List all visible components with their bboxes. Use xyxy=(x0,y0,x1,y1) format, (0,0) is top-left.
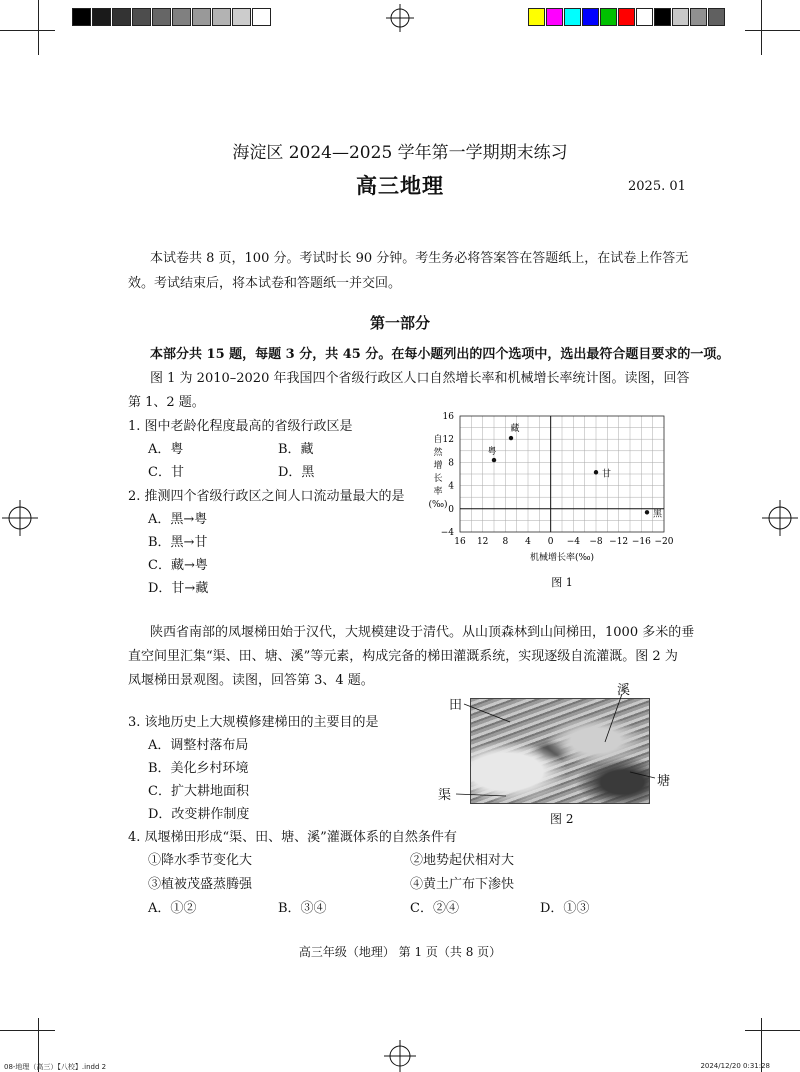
q4-statement-3: ③植被茂盛蒸腾强 xyxy=(148,877,253,892)
q4-statement-4: ④黄土广布下渗快 xyxy=(410,877,515,892)
exam-title: 海淀区 2024—2025 学年第一学期期末练习 xyxy=(232,143,568,163)
group1-stem: 第 1、2 题。 xyxy=(128,395,205,410)
q1-option-a[interactable]: A．粤 xyxy=(148,442,184,457)
gray-swatch xyxy=(192,8,211,26)
data-label: 甘 xyxy=(602,469,612,480)
registration-target-icon xyxy=(762,500,798,536)
data-point xyxy=(594,470,598,474)
y-tick-label: −4 xyxy=(440,528,454,538)
color-swatch xyxy=(600,8,617,26)
group2-stem: 陕西省南部的凤堰梯田始于汉代，大规模建设于清代。从山顶森林到山间梯田，1000 多米的垂 xyxy=(150,625,695,640)
crop-mark xyxy=(0,1030,55,1031)
part-instructions: 本部分共 15 题，每题 3 分，共 45 分。在每小题列出的四个选项中，选出最符合题目要求的一项。 xyxy=(150,347,730,362)
intro-line: 效。考试结束后，将本试卷和答题纸一并交回。 xyxy=(128,276,402,291)
question-4: 4. 凤堰梯田形成“渠、田、塘、溪”灌溉体系的自然条件有 xyxy=(128,830,457,845)
q1-option-b[interactable]: B．藏 xyxy=(278,442,314,457)
y-axis-label: 然 xyxy=(433,448,443,458)
q2-option-d[interactable]: D．甘→藏 xyxy=(148,581,209,596)
crop-mark xyxy=(0,30,55,31)
file-name: 08-地理（高三）【八校】.indd 2 xyxy=(4,1063,107,1071)
gray-swatch xyxy=(92,8,111,26)
q3-option-b[interactable]: B．美化乡村环境 xyxy=(148,761,249,776)
group1-stem: 图 1 为 2010–2020 年我国四个省级行政区人口自然增长率和机械增长率统计图。读图，回答 xyxy=(150,371,690,386)
x-tick-label: 0 xyxy=(547,537,554,547)
data-label: 藏 xyxy=(510,424,520,435)
color-swatch xyxy=(654,8,671,26)
gray-swatch xyxy=(152,8,171,26)
x-axis-label: 机械增长率(‰) xyxy=(529,553,595,563)
y-tick-label: 12 xyxy=(442,435,454,446)
q3-option-c[interactable]: C．扩大耕地面积 xyxy=(148,784,249,799)
color-swatch xyxy=(690,8,707,26)
x-tick-label: −12 xyxy=(609,537,629,547)
registration-target-icon xyxy=(384,1040,416,1072)
q3-option-d[interactable]: D．改变耕作制度 xyxy=(148,807,250,822)
label-tian: 田 xyxy=(449,698,463,713)
page-footer: 高三年级（地理） 第 1 页（共 8 页） xyxy=(298,945,502,959)
q4-statement-2: ②地势起伏相对大 xyxy=(410,853,515,868)
x-tick-label: 4 xyxy=(525,537,531,547)
registration-target-icon xyxy=(386,4,414,32)
crop-mark xyxy=(745,30,800,31)
color-swatch xyxy=(708,8,725,26)
label-qu: 渠 xyxy=(438,788,452,803)
color-swatch xyxy=(618,8,635,26)
registration-target-icon xyxy=(2,500,38,536)
crop-mark xyxy=(38,0,39,55)
q4-option-a[interactable]: A．①② xyxy=(148,901,197,916)
data-point xyxy=(645,510,649,514)
q1-option-c[interactable]: C．甘 xyxy=(148,465,184,480)
question-2: 2. 推测四个省级行政区之间人口流动量最大的是 xyxy=(128,489,405,504)
q4-option-c[interactable]: C．②④ xyxy=(410,901,459,916)
x-tick-label: −4 xyxy=(566,537,580,547)
data-label: 黑 xyxy=(653,509,663,520)
color-swatch xyxy=(546,8,563,26)
gray-swatch xyxy=(252,8,271,26)
y-tick-label: 0 xyxy=(448,504,454,515)
color-swatch xyxy=(672,8,689,26)
crop-mark xyxy=(745,1030,800,1031)
label-xi: 溪 xyxy=(617,683,631,698)
x-tick-label: −20 xyxy=(654,537,674,547)
x-tick-label: 12 xyxy=(476,537,489,547)
y-axis-label: 率 xyxy=(433,487,443,497)
q4-option-b[interactable]: B．③④ xyxy=(278,901,327,916)
part-title: 第一部分 xyxy=(369,314,430,332)
x-tick-label: −16 xyxy=(631,537,651,547)
group2-stem: 直空间里汇集“渠、田、塘、溪”等元素，构成完备的梯田灌溉系统，实现逐级自流灌溉。图 2 为 xyxy=(128,649,678,664)
q2-option-a[interactable]: A．黑→粤 xyxy=(148,512,208,527)
gray-swatch xyxy=(232,8,251,26)
figure-2-caption: 图 2 xyxy=(550,812,574,826)
question-3: 3. 该地历史上大规模修建梯田的主要目的是 xyxy=(128,715,379,730)
y-axis-label: 增 xyxy=(433,461,443,471)
q4-option-d[interactable]: D．①③ xyxy=(540,901,590,916)
scatter-chart xyxy=(420,408,680,608)
gray-swatch xyxy=(112,8,131,26)
q2-option-b[interactable]: B．黑→甘 xyxy=(148,535,208,550)
x-tick-label: 16 xyxy=(454,537,466,547)
color-swatch xyxy=(582,8,599,26)
gray-swatch xyxy=(212,8,231,26)
subject-title: 高三地理 xyxy=(356,173,444,198)
question-1: 1. 图中老龄化程度最高的省级行政区是 xyxy=(128,419,353,434)
photo-label-lines xyxy=(440,680,680,820)
y-tick-label: 16 xyxy=(442,412,454,422)
q4-statement-1: ①降水季节变化大 xyxy=(148,853,253,868)
label-tang: 塘 xyxy=(657,774,671,789)
gray-swatch xyxy=(72,8,91,26)
color-swatch xyxy=(528,8,545,26)
data-label: 粤 xyxy=(487,447,497,458)
intro-line: 本试卷共 8 页，100 分。考试时长 90 分钟。考生务必将答案答在答题纸上，在试卷上作答无 xyxy=(150,251,689,266)
q1-option-d[interactable]: D．黑 xyxy=(278,465,315,480)
x-tick-label: 8 xyxy=(502,537,509,547)
color-swatch xyxy=(636,8,653,26)
gray-swatch xyxy=(172,8,191,26)
group2-stem: 凤堰梯田景观图。读图，回答第 3、4 题。 xyxy=(128,673,374,688)
q3-option-a[interactable]: A．调整村落布局 xyxy=(148,738,249,753)
y-tick-label: 4 xyxy=(448,481,454,492)
y-axis-label: (‰) xyxy=(428,500,448,510)
crop-mark xyxy=(761,0,762,55)
exam-date: 2025. 01 xyxy=(628,179,686,194)
q2-option-c[interactable]: C．藏→粤 xyxy=(148,558,208,573)
figure-1-caption: 图 1 xyxy=(551,576,573,589)
y-axis-label: 自 xyxy=(433,435,443,445)
print-timestamp: 2024/12/20 0:31:28 xyxy=(700,1062,770,1070)
y-tick-label: 8 xyxy=(448,458,454,469)
x-tick-label: −8 xyxy=(589,537,603,547)
y-axis-label: 长 xyxy=(433,474,443,484)
gray-swatch xyxy=(132,8,151,26)
data-point xyxy=(492,458,496,462)
data-point xyxy=(509,436,513,440)
color-swatch xyxy=(564,8,581,26)
